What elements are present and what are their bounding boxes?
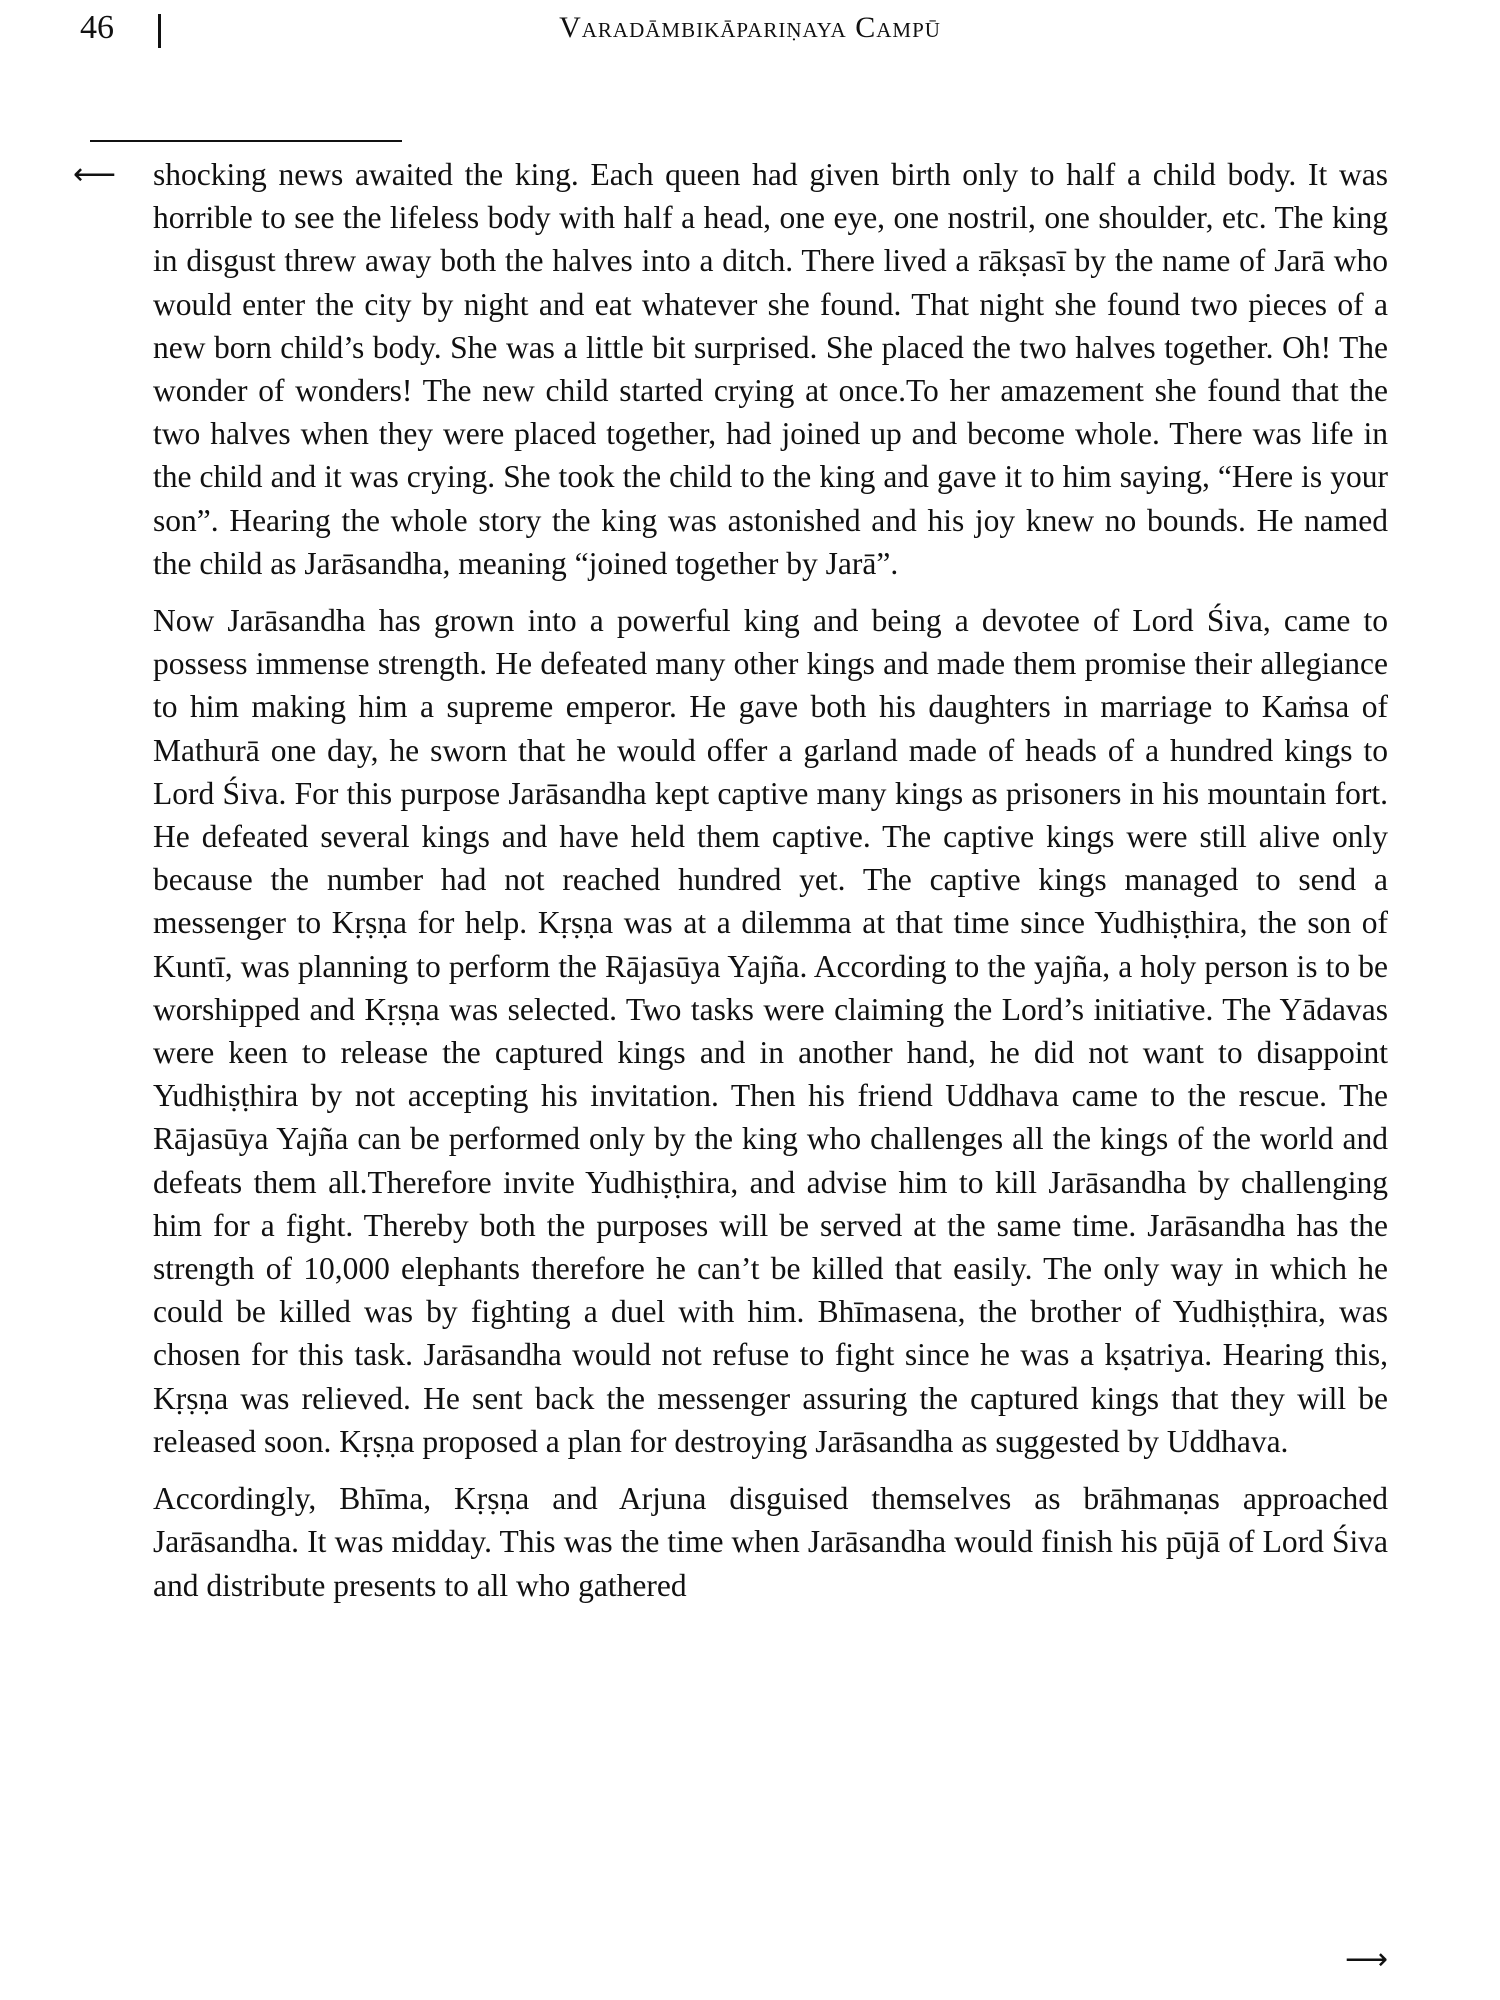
paragraph: Accordingly, Bhīma, Kṛṣṇa and Arjuna disguised themselves as brāhmaṇas approached Jarāsandha. It was midday. This was the time when Jarāsandha would finish his pūjā of Lord Śiva and distribute presents to all who gathered <box>153 1481 1388 1603</box>
paragraph: Now Jarāsandha has grown into a powerful king and being a devotee of Lord Śiva, came to possess immense strength. He defeated many other kings and made them promise their allegiance to him making him a supreme emperor. He gave both his daughters in marriage to Kaṁsa of Mathurā one day, he sworn that he would offer a garland made of heads of a hundred kings to Lord Śiva. For this purpose Jarāsandha kept captive many kings as prisoners in his mountain fort. He defeated several kings and have held them captive. The captive kings were still alive only because the number had not reached hundred yet. The captive kings managed to send a messenger to Kṛṣṇa for help. Kṛṣṇa was at a dilemma at that time since Yudhiṣṭhira, the son of Kuntī, was planning to perform the Rājasūya Yajña. According to the yajña, a holy person is to be worshipped and Kṛṣṇa was selected. Two tasks were claiming the Lord’s initiative. The Yādavas were keen to release the captured kings and in another hand, he did not want to disappoint Yudhiṣṭhira by not accepting his invitation. Then his friend Uddhava came to the rescue. The Rājasūya Yajña can be performed only by the king who challenges all the kings of the world and defeats them all.Therefore invite Yudhiṣṭhira, and advise him to kill Jarāsandha by challenging him for a fight. Thereby both the purposes will be served at the same time. Jarāsandha has the strength of 10,000 elephants therefore he can’t be killed that easily. The only way in which he could be killed was by fighting a duel with him. Bhīmasena, the brother of Yudhiṣṭhira, was chosen for this task. Jarāsandha would not refuse to fight since he was a kṣatriya. Hearing this, Kṛṣṇa was relieved. He sent back the messenger assuring the captured kings that they will be released soon. Kṛṣṇa proposed a plan for destroying Jarāsandha as suggested by Uddhava. <box>153 603 1388 1459</box>
continuation-rule <box>90 140 402 142</box>
page-header <box>80 6 1420 50</box>
body-text <box>73 153 1388 1621</box>
arrow-left-icon: ⟵ <box>73 157 117 192</box>
paragraph-continued <box>73 153 1388 585</box>
arrow-right-icon: ⟶ <box>1344 1942 1388 1977</box>
page-number: 46 <box>80 9 114 46</box>
paragraph-text: shocking news awaited the king. Each queen had given birth only to half a child body. It was horrible to see the lifeless body with half a head, one eye, one nostril, one shoulder, etc. The king in disgust threw away both the halves into a ditch. There lived a rākṣasī by the name of Jarā who would enter the city by night and eat whatever she found. That night she found two pieces of a new born child’s body. She was a little bit surprised. She placed the two halves together. Oh! The wonder of wonders! The new child started crying at once.To her amazement she found that the two halves when they were placed together, had joined up and become whole. There was life in the child and it was crying. She took the child to the king and gave it to him saying, “Here is your son”. Hearing the whole story the king was astonished and his joy knew no bounds. He named the child as Jarāsandha, meaning “joined together by Jarā”. <box>153 157 1388 581</box>
running-title: Varadāmbikāpariṇaya Campū <box>559 11 941 44</box>
